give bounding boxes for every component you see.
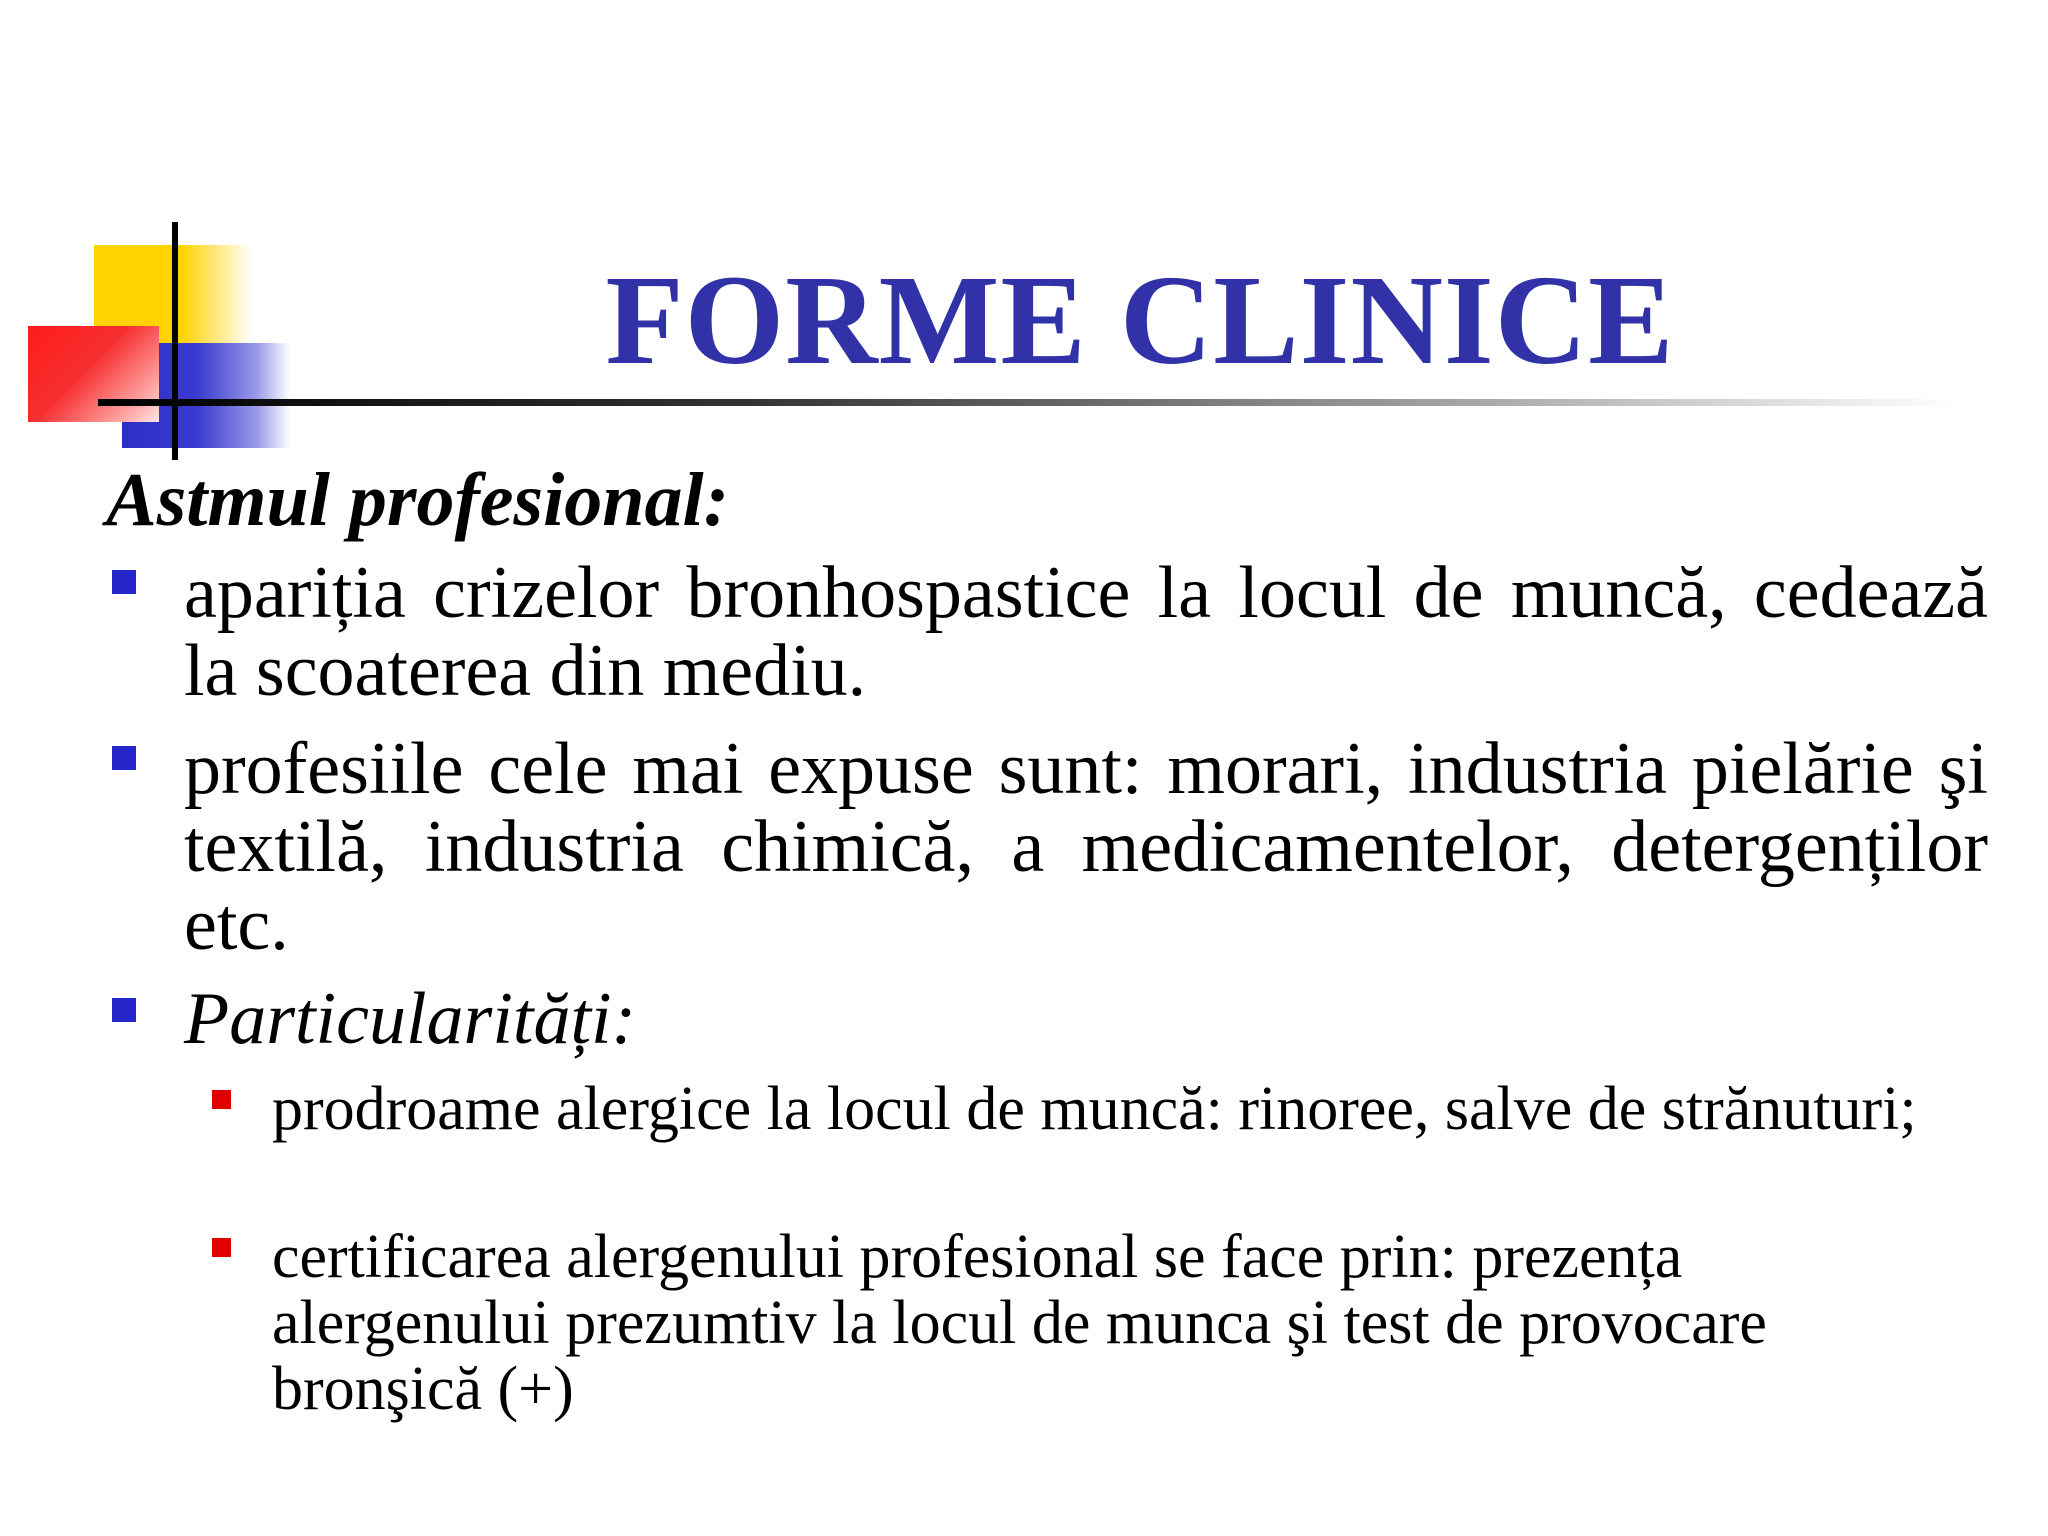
decorative-red-square <box>28 326 159 422</box>
title-underline-rule <box>98 399 1958 406</box>
bullet-marker-3 <box>112 998 136 1022</box>
subbullet-text-2: certificarea alergenului profesional se face prin: prezența alergenului prezumtiv la locul de munca şi test de provocare bronşică (+) <box>272 1223 1767 1423</box>
subbullet-text-1: prodroame alergice la locul de muncă: rinoree, salve de strănuturi; <box>272 1075 1917 1143</box>
bullet-marker-2 <box>112 746 136 770</box>
bullet-text-3: Particularități: <box>184 978 637 1060</box>
decorative-vertical-line <box>172 222 178 460</box>
bullet-text-1: apariția crizelor bronhospastice la locul de muncă, cedează la scoaterea din mediu. <box>184 552 1988 712</box>
slide-title: FORME CLINICE <box>605 249 1675 391</box>
bullet-marker-1 <box>112 570 136 594</box>
section-heading: Astmul profesional: <box>106 458 729 542</box>
subbullet-marker-1 <box>212 1090 231 1109</box>
subbullet-marker-2 <box>212 1238 231 1257</box>
bullet-text-2: profesiile cele mai expuse sunt: morari, industria pielărie şi textilă, industria chimică, a medicamentelor, detergenților etc. <box>184 728 1988 966</box>
